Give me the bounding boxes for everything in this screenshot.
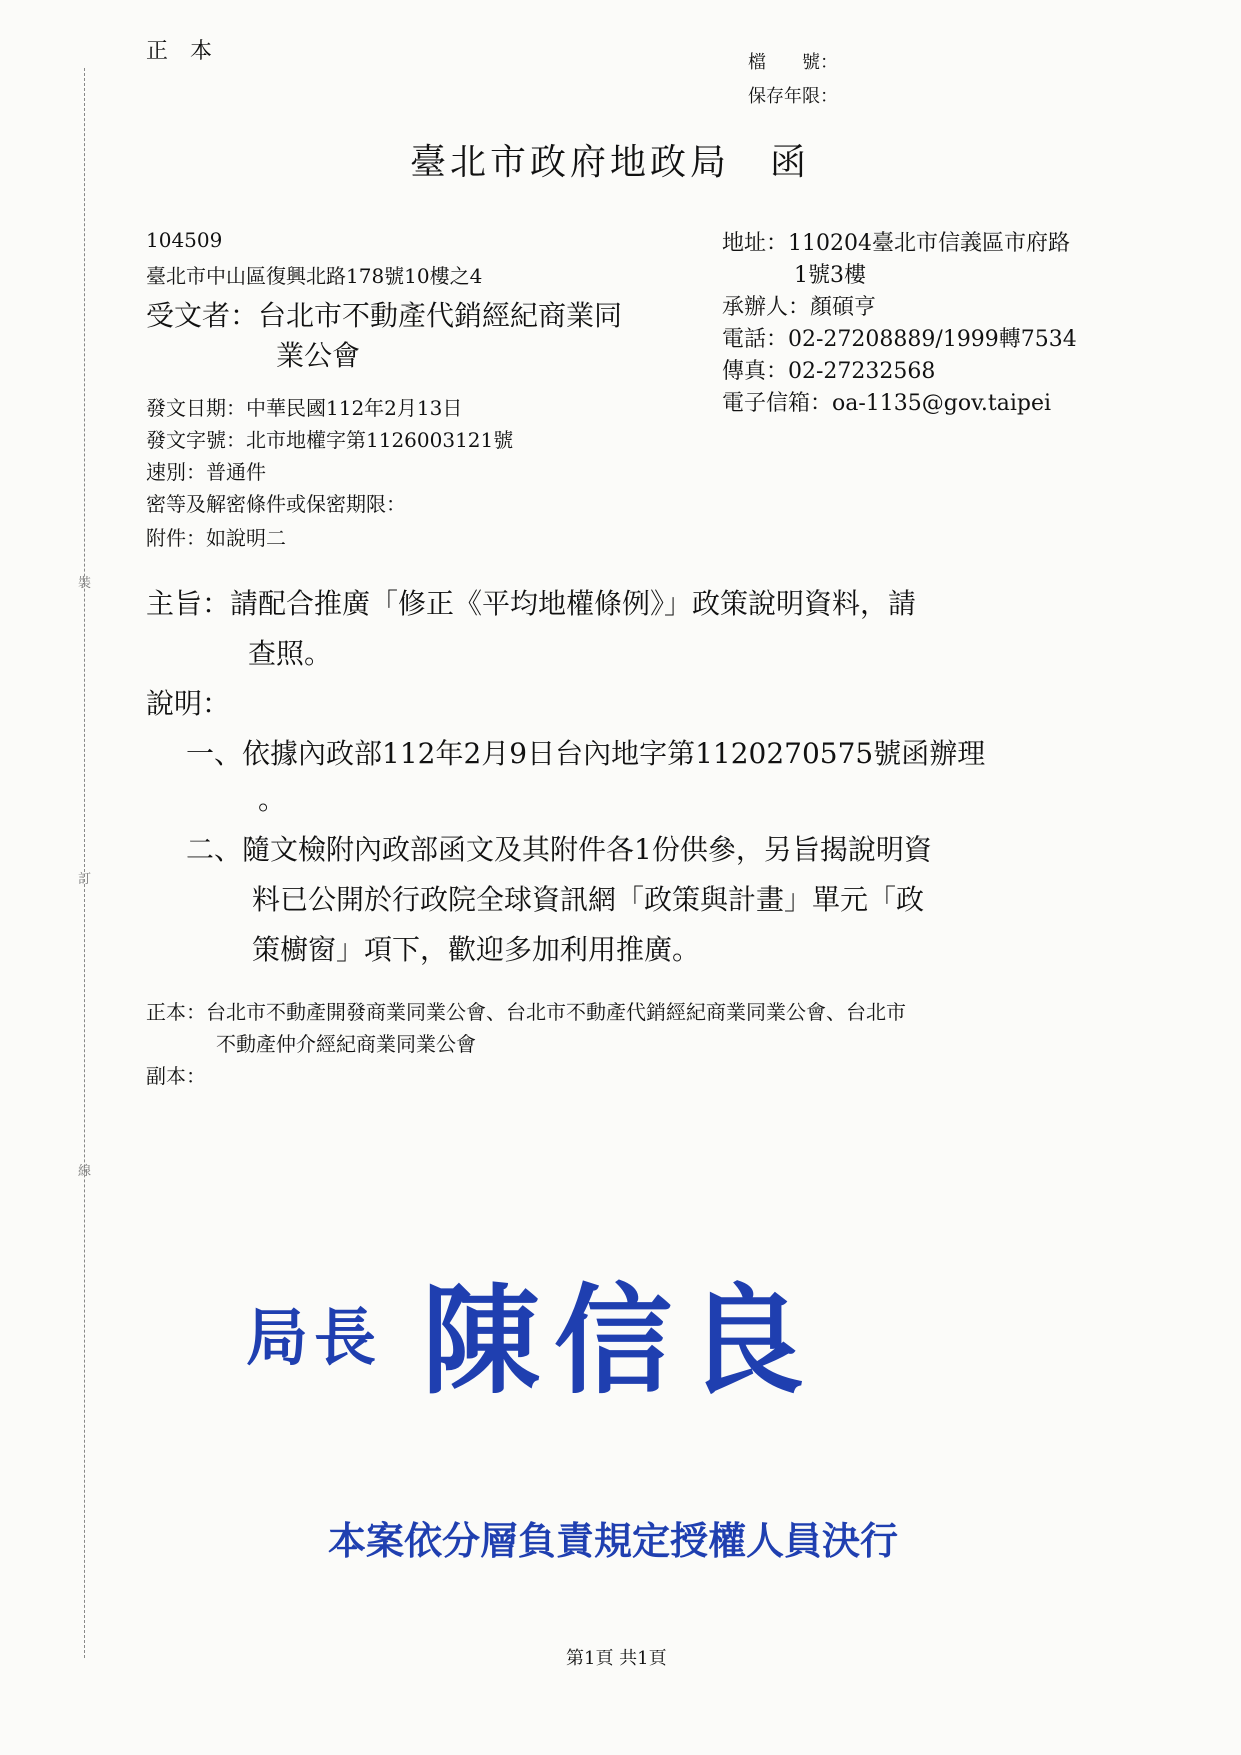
copy-recipients: 副本： <box>146 1064 206 1088</box>
fax: 傳真：02-27232568 <box>722 359 936 384</box>
delivery-speed: 速別：普通件 <box>146 460 266 484</box>
explanation-item2-line2: 料已公開於行政院全球資訊網「政策與計畫」單元「政 <box>252 883 925 916</box>
page-number: 第1頁 共1頁 <box>566 1648 667 1669</box>
document-number: 發文字號：北市地權字第1126003121號 <box>146 428 514 452</box>
explanation-item1-line2: 。 <box>258 783 287 816</box>
recipient-postal-code: 104509 <box>146 228 223 252</box>
file-number-label: 檔 號： <box>748 52 838 73</box>
binding-mark-zhuang: 裝 <box>78 576 92 591</box>
explanation-item2-line1: 二、隨文檢附內政部函文及其附件各1份供參，另旨揭說明資 <box>186 833 932 866</box>
signature-name-seal: 陳信良 <box>422 1271 819 1410</box>
handler: 承辦人：顏碩亨 <box>722 295 877 320</box>
issue-date: 發文日期：中華民國112年2月13日 <box>146 396 463 420</box>
authorization-stamp: 本案依分層負責規定授權人員決行 <box>328 1518 899 1563</box>
email: 電子信箱：oa-1135@gov.taipei <box>722 391 1052 416</box>
attachment: 附件：如說明二 <box>146 526 286 550</box>
phone: 電話：02-27208889/1999轉7534 <box>722 327 1077 352</box>
recipient-line1: 受文者：台北市不動產代銷經紀商業同 <box>146 299 623 332</box>
explanation-label: 說明： <box>146 687 231 720</box>
binding-mark-xian: 線 <box>78 1164 92 1179</box>
binding-mark-ding: 訂 <box>78 872 92 887</box>
original-recipients-line2: 不動產仲介經紀商業同業公會 <box>216 1032 476 1056</box>
signature-title-seal: 局長 <box>246 1301 383 1374</box>
secrecy-level: 密等及解密條件或保密期限： <box>146 492 406 516</box>
recipient-address: 臺北市中山區復興北路178號10樓之4 <box>146 264 483 288</box>
explanation-item1-line1: 一、依據內政部112年2月9日台內地字第1120270575號函辦理 <box>186 737 986 770</box>
retention-period-label: 保存年限： <box>748 86 838 107</box>
document-title: 臺北市政府地政局 函 <box>410 142 811 183</box>
copy-type: 正 本 <box>146 39 213 64</box>
sender-address-line1: 地址：110204臺北市信義區市府路 <box>722 231 1070 256</box>
original-recipients-line1: 正本：台北市不動產開發商業同業公會、台北市不動產代銷經紀商業同業公會、台北市 <box>146 1000 906 1024</box>
subject-line1: 主旨：請配合推廣「修正《平均地權條例》」政策說明資料，請 <box>146 587 917 620</box>
recipient-line2: 業公會 <box>276 339 361 372</box>
subject-line2: 查照。 <box>248 637 333 670</box>
explanation-item2-line3: 策櫥窗」項下，歡迎多加利用推廣。 <box>252 933 701 966</box>
sender-address-line2: 1號3樓 <box>794 263 866 288</box>
binding-line <box>84 68 85 1658</box>
